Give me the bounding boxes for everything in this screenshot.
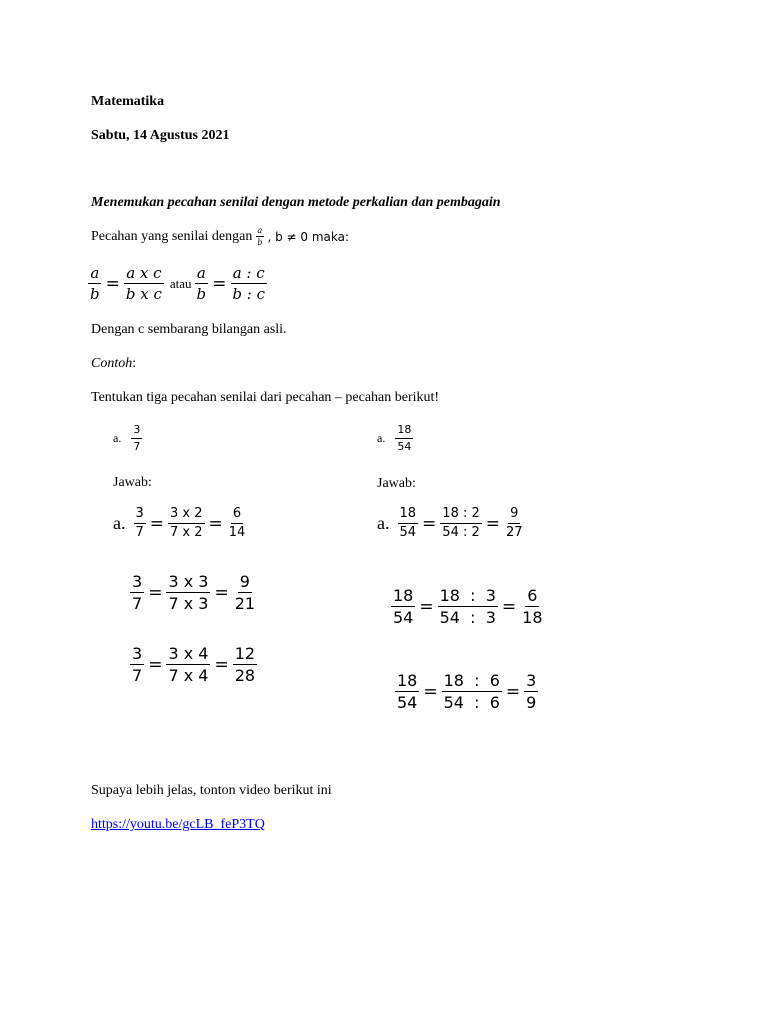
problem-left-fraction: [131, 423, 142, 454]
frac-den: 18: [522, 608, 543, 627]
frac-num: 6: [231, 506, 243, 524]
equals-sign: =: [505, 681, 521, 702]
equals-sign: =: [148, 654, 163, 675]
equals-sign: =: [208, 513, 223, 534]
formula-lhs: [88, 264, 102, 303]
formula-mul-num: a x c: [126, 264, 162, 282]
solution-frac-a: [130, 644, 144, 685]
frac-den: 7: [132, 666, 143, 685]
solution-frac-b: [440, 506, 481, 541]
jawab-left: Jawab:: [113, 475, 152, 490]
solution-frac-a: [391, 586, 415, 627]
equals-sign: =: [485, 513, 501, 534]
frac-num: 18 : 3: [439, 586, 496, 605]
equals-sign: =: [214, 654, 229, 675]
problem-left-num: 3: [131, 423, 142, 439]
frac-num: 18: [398, 506, 419, 524]
intro-fraction: [255, 226, 264, 247]
right-solution-3: [395, 671, 538, 712]
intro-before: Pecahan yang senilai dengan: [91, 228, 253, 244]
frac-den: 14: [228, 525, 246, 540]
formula-div-den: b : c: [232, 285, 265, 303]
frac-num: 12: [234, 644, 256, 663]
note-text: Dengan c sembarang bilangan asli.: [91, 322, 287, 337]
problem-left: [113, 423, 142, 454]
frac-num: 3: [132, 644, 143, 663]
formula-lhs2: [195, 264, 209, 303]
problem-right-fraction: [395, 423, 413, 454]
contoh-label: [91, 356, 136, 372]
frac-den: 54: [399, 525, 417, 540]
frac-num: 3 x 3: [168, 572, 209, 591]
problem-right-den: 54: [397, 440, 412, 453]
solution-frac-b: [166, 572, 210, 613]
section-title: Menemukan pecahan senilai dengan metode perkalian dan pembagain: [91, 195, 501, 210]
problem-right-num: 18: [395, 423, 413, 439]
video-link[interactable]: https://youtu.be/gcLB_feP3TQ: [91, 817, 265, 832]
frac-num: 18 : 6: [443, 671, 500, 690]
solution-frac-c: [520, 586, 544, 627]
frac-den: 54 : 6: [443, 693, 500, 712]
left-solution-1: [113, 506, 247, 541]
formula-mul-den: b x c: [125, 285, 162, 303]
general-formula: [88, 264, 267, 303]
frac-den: 7 x 3: [168, 594, 209, 613]
equals-sign: =: [422, 513, 437, 534]
solution-frac-c: [227, 506, 248, 541]
problem-left-den: 7: [133, 440, 141, 453]
frac-den: 7: [135, 525, 144, 540]
right-solution-2: [391, 586, 545, 627]
solution-frac-c: [504, 506, 525, 541]
left-solution-2: [130, 572, 257, 613]
intro-frac-den: b: [257, 238, 263, 247]
solution-frac-b: [168, 506, 205, 541]
contoh-colon: :: [132, 356, 137, 371]
frac-num: 3 x 2: [168, 506, 205, 524]
solution-frac-b: [438, 586, 498, 627]
task-text: Tentukan tiga pecahan senilai dari pecahan – pecahan berikut!: [91, 390, 440, 405]
equals-sign: =: [501, 596, 517, 617]
frac-den: 54 : 3: [439, 608, 496, 627]
intro-frac-num: a: [257, 226, 263, 235]
formula-lhs-num: a: [90, 264, 100, 282]
frac-num: 3: [132, 572, 143, 591]
frac-num: 18 : 2: [440, 506, 481, 524]
frac-den: 54: [397, 693, 418, 712]
solution-frac-b: [166, 644, 210, 685]
frac-num: 18: [397, 671, 418, 690]
right-solution-1: [377, 506, 525, 541]
equals-sign: =: [105, 273, 120, 294]
frac-den: 21: [234, 594, 256, 613]
frac-num: 9: [239, 572, 250, 591]
formula-lhs-den: b: [90, 285, 100, 303]
frac-den: 54 : 2: [442, 525, 480, 540]
frac-den: 28: [234, 666, 256, 685]
subject-title: Matematika: [91, 94, 165, 109]
intro-line: [91, 226, 349, 247]
frac-den: 7 x 2: [170, 525, 203, 540]
equals-sign: =: [148, 582, 163, 603]
frac-den: 54: [393, 608, 414, 627]
frac-num: 6: [527, 586, 538, 605]
problem-right: [377, 423, 413, 454]
solution-frac-c: [233, 644, 257, 685]
solution-frac-c: [524, 671, 538, 712]
intro-condition: , b ≠ 0 maka:: [267, 229, 350, 244]
solution-frac-a: [395, 671, 419, 712]
frac-num: 3 x 4: [168, 644, 209, 663]
frac-num: 3: [526, 671, 537, 690]
problem-right-label: a.: [377, 431, 386, 445]
frac-den: 27: [506, 525, 523, 540]
formula-divide: [230, 264, 267, 303]
formula-multiply: [124, 264, 164, 303]
equals-sign: =: [149, 513, 165, 534]
left-solution-3: [130, 644, 257, 685]
solution-frac-a: [134, 506, 146, 541]
solution-frac-a: [398, 506, 419, 541]
solution-label: a.: [377, 513, 390, 533]
frac-num: 3: [134, 506, 146, 524]
jawab-right: Jawab:: [377, 476, 416, 491]
formula-lhs2-den: b: [196, 285, 207, 303]
frac-den: 9: [526, 693, 537, 712]
frac-num: 18: [393, 586, 414, 605]
atau-text: atau: [169, 275, 192, 291]
equals-sign: =: [419, 596, 434, 617]
frac-num: 9: [508, 506, 520, 524]
formula-lhs2-num: a: [196, 264, 206, 282]
solution-frac-a: [130, 572, 144, 613]
video-text: Supaya lebih jelas, tonton video berikut ini: [91, 783, 332, 798]
formula-div-num: a : c: [232, 264, 265, 282]
solution-label: a.: [113, 513, 126, 533]
equals-sign: =: [212, 273, 227, 294]
solution-frac-c: [233, 572, 257, 613]
equals-sign: =: [423, 681, 438, 702]
problem-left-label: a.: [113, 431, 122, 445]
date-text: Sabtu, 14 Agustus 2021: [91, 128, 230, 143]
solution-frac-b: [442, 671, 502, 712]
contoh-word: Contoh: [91, 356, 133, 371]
frac-den: 7 x 4: [168, 666, 209, 685]
frac-den: 7: [132, 594, 143, 613]
equals-sign: =: [214, 582, 229, 603]
